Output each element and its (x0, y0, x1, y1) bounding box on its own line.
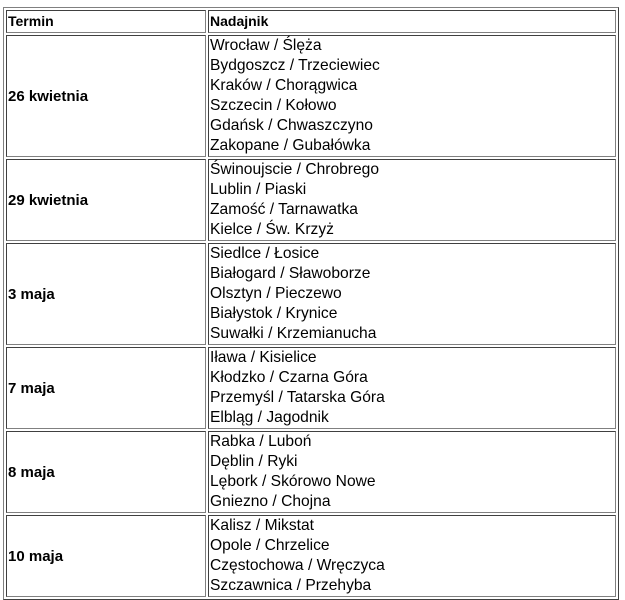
transmitter-entry: Kalisz / Mikstat (210, 517, 314, 534)
term-cell: 8 maja (6, 431, 206, 513)
transmitter-entry: Siedlce / Łosice (210, 245, 320, 262)
transmitter-cell (208, 515, 616, 597)
transmitter-entry: Zakopane / Gubałówka (210, 137, 371, 154)
term-cell: 29 kwietnia (6, 159, 206, 241)
transmitter-entry: Szczawnica / Przehyba (210, 577, 372, 594)
transmitter-entry: Częstochowa / Wręczyca (210, 557, 385, 574)
table-row (6, 347, 616, 429)
transmitter-entry: Kłodzko / Czarna Góra (210, 369, 368, 386)
transmitter-entry: Białogard / Sławoborze (210, 265, 371, 282)
term-cell: 10 maja (6, 515, 206, 597)
term-cell: 26 kwietnia (6, 35, 206, 157)
transmitter-cell (208, 35, 616, 157)
transmitter-entry: Zamość / Tarnawatka (210, 201, 358, 218)
transmitter-entry: Bydgoszcz / Trzeciewiec (210, 57, 380, 74)
transmitter-cell (208, 431, 616, 513)
table-row (6, 431, 616, 513)
transmitter-entry: Lębork / Skórowo Nowe (210, 473, 376, 490)
transmitter-entry: Dęblin / Ryki (210, 453, 298, 470)
table-row (6, 159, 616, 241)
table-row (6, 35, 616, 157)
transmitter-entry: Wrocław / Ślęża (210, 37, 322, 54)
transmitter-entry: Gniezno / Chojna (210, 493, 331, 510)
table-body (6, 35, 616, 597)
term-cell: 7 maja (6, 347, 206, 429)
transmitter-cell (208, 243, 616, 345)
transmitter-entry: Szczecin / Kołowo (210, 97, 337, 114)
transmitter-entry: Olsztyn / Pieczewo (210, 285, 342, 302)
transmitter-entry: Iława / Kisielice (210, 349, 317, 366)
transmitter-entry: Opole / Chrzelice (210, 537, 330, 554)
term-cell: 3 maja (6, 243, 206, 345)
table-row (6, 243, 616, 345)
transmitter-entry: Elbląg / Jagodnik (210, 409, 329, 426)
header-row (6, 10, 616, 33)
table-row (6, 515, 616, 597)
transmitter-entry: Suwałki / Krzemianucha (210, 325, 377, 342)
transmitter-entry: Białystok / Krynice (210, 305, 338, 322)
transmitter-entry: Świnoujscie / Chrobrego (210, 161, 380, 178)
transmitter-cell (208, 159, 616, 241)
transmitter-cell (208, 347, 616, 429)
transmitter-schedule-table (3, 7, 619, 600)
header-transmitter: Nadajnik (208, 10, 616, 33)
transmitter-entry: Gdańsk / Chwaszczyno (210, 117, 373, 134)
header-term: Termin (6, 10, 206, 33)
transmitter-entry: Lublin / Piaski (210, 181, 307, 198)
transmitter-entry: Kielce / Św. Krzyż (210, 221, 334, 238)
table-header (6, 10, 616, 33)
transmitter-entry: Rabka / Luboń (210, 433, 312, 450)
transmitter-entry: Kraków / Chorągwica (210, 77, 358, 94)
transmitter-entry: Przemyśl / Tatarska Góra (210, 389, 385, 406)
